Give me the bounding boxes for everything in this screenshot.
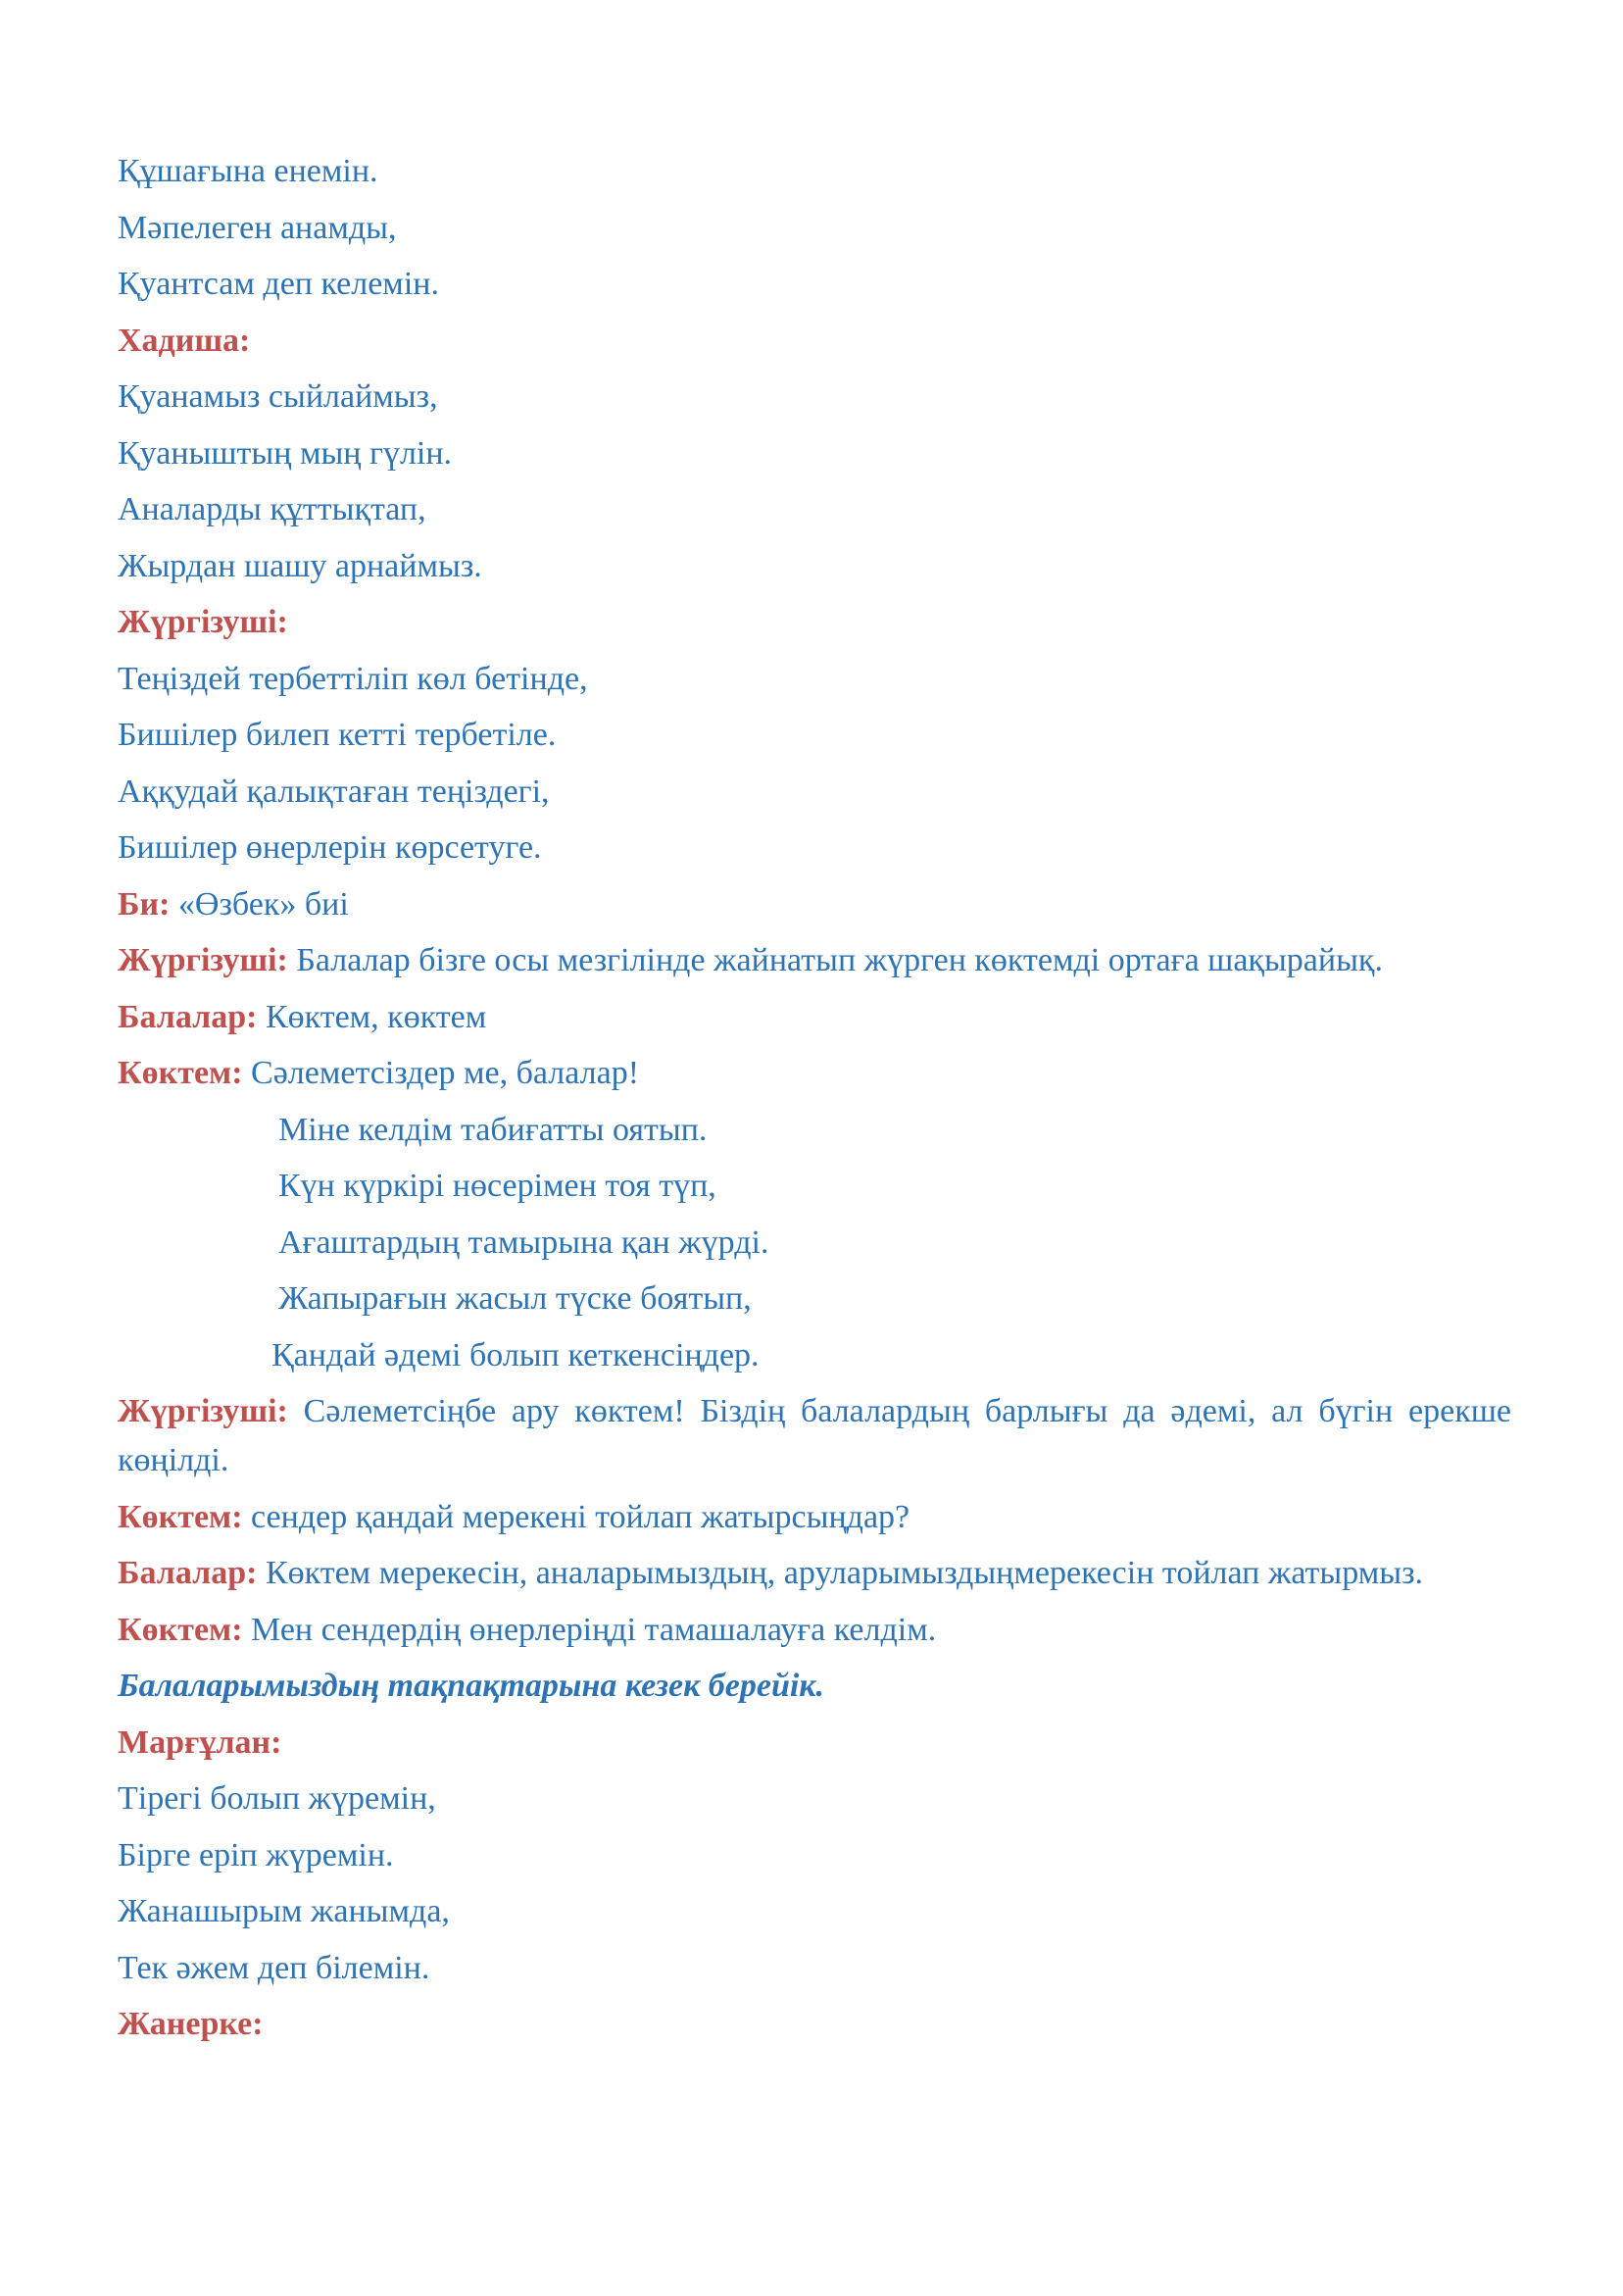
verse-line xyxy=(118,1944,1511,1993)
verse-line xyxy=(118,1274,1511,1323)
verse-line xyxy=(118,1219,1511,1268)
verse-line xyxy=(118,1831,1511,1880)
verse-line xyxy=(118,260,1511,309)
speaker-label: Көктем: xyxy=(118,1611,243,1648)
line-text: Жырдан шашу арнаймыз. xyxy=(118,547,482,584)
verse-line xyxy=(118,1162,1511,1211)
verse-line xyxy=(118,373,1511,422)
line-text: «Өзбек» биі xyxy=(170,885,349,923)
dialogue-line xyxy=(118,1049,1511,1098)
dialogue-line xyxy=(118,993,1511,1042)
line-text: Қандай әдемі болып кеткенсіңдер. xyxy=(271,1336,760,1373)
verse-line xyxy=(118,542,1511,591)
verse-line xyxy=(118,824,1511,873)
verse-line xyxy=(118,1887,1511,1936)
line-text: Мен сендердің өнерлеріңді тамашалауға келдім. xyxy=(242,1611,937,1648)
line-text: сендер қандай мерекені тойлап жатырсыңдар? xyxy=(242,1498,910,1535)
line-text: Сәлеметсіңбе ару көктем! Біздің балалардың барлығы да әдемі, ал бүгін ерекше көңілді. xyxy=(118,1393,1511,1478)
line-text: Теңіздей тербеттіліп көл бетінде, xyxy=(118,660,588,697)
line-text: Күн күркірі нөсерімен тоя түп, xyxy=(278,1168,716,1204)
document-page xyxy=(118,147,1511,2057)
line-text: Тек әжем деп білемін. xyxy=(118,1949,430,1986)
verse-line xyxy=(118,429,1511,478)
verse-line xyxy=(118,768,1511,817)
speaker-label: Жанерке: xyxy=(118,2006,264,2042)
verse-line xyxy=(118,204,1511,253)
verse-line xyxy=(118,1774,1511,1823)
verse-line xyxy=(118,147,1511,196)
line-text: Құшағына енемін. xyxy=(118,153,378,189)
line-text: Бірге еріп жүремін. xyxy=(118,1836,394,1873)
speaker-label: Марғұлан: xyxy=(118,1723,282,1761)
dialogue-line xyxy=(118,1549,1511,1598)
line-text: Бишілер билеп кетті тербетіле. xyxy=(118,717,557,753)
dialogue-line xyxy=(118,1493,1511,1542)
verse-line xyxy=(118,1106,1511,1155)
speaker-label: Жүргізуші: xyxy=(118,1393,288,1429)
speaker-label: Би: xyxy=(118,885,171,923)
speaker-line xyxy=(118,317,1511,366)
line-text: Ағаштардың тамырына қан жүрді. xyxy=(278,1223,769,1261)
speaker-label: Жүргізуші: xyxy=(118,942,288,978)
line-text: Қуанамыз сыйлаймыз, xyxy=(118,378,438,415)
line-text: Қуантсам деп келемін. xyxy=(118,266,439,302)
speaker-line xyxy=(118,598,1511,647)
dialogue-line xyxy=(118,1387,1511,1485)
line-text: Мәпелеген анамды, xyxy=(118,209,397,246)
speaker-label: Балалар: xyxy=(118,1555,258,1591)
speaker-line xyxy=(118,1719,1511,1768)
line-text: Көктем, көктем xyxy=(257,998,487,1035)
speaker-label: Балалар: xyxy=(118,998,258,1035)
dialogue-line xyxy=(118,880,1511,929)
line-text: Жапырағын жасыл түске боятып, xyxy=(278,1280,752,1317)
dialogue-line xyxy=(118,1606,1511,1655)
verse-line xyxy=(118,485,1511,534)
line-text: Аналарды құттықтап, xyxy=(118,491,426,527)
emphasis-line xyxy=(118,1662,1511,1711)
speaker-line xyxy=(118,2000,1511,2049)
emphasis-text: Балаларымыздың тақпақтарына кезек берейік. xyxy=(118,1668,825,1704)
line-text: Көктем мерекесін, аналарымыздың, аруларымыздыңмерекесін тойлап жатырмыз. xyxy=(257,1555,1424,1591)
line-text: Бишілер өнерлерін көрсетуге. xyxy=(118,829,542,866)
line-text: Тірегі болып жүремін, xyxy=(118,1780,436,1817)
dialogue-line xyxy=(118,936,1511,985)
speaker-label: Көктем: xyxy=(118,1498,243,1535)
verse-line xyxy=(118,655,1511,704)
verse-line xyxy=(118,711,1511,760)
speaker-label: Көктем: xyxy=(118,1055,243,1091)
line-text: Жанашырым жанымда, xyxy=(118,1893,450,1929)
line-text: Қуаныштың мың гүлін. xyxy=(118,434,453,472)
line-text: Сәлеметсіздер ме, балалар! xyxy=(242,1055,640,1091)
line-text: Аққудай қалықтаған теңіздегі, xyxy=(118,773,550,810)
verse-line xyxy=(118,1331,1511,1380)
speaker-label: Хадиша: xyxy=(118,322,251,359)
speaker-label: Жүргізуші: xyxy=(118,604,288,640)
line-text: Міне келдім табиғатты оятып. xyxy=(278,1111,708,1148)
line-text: Балалар бізге осы мезгілінде жайнатып жүрген көктемді ортаға шақырайық. xyxy=(287,942,1383,978)
